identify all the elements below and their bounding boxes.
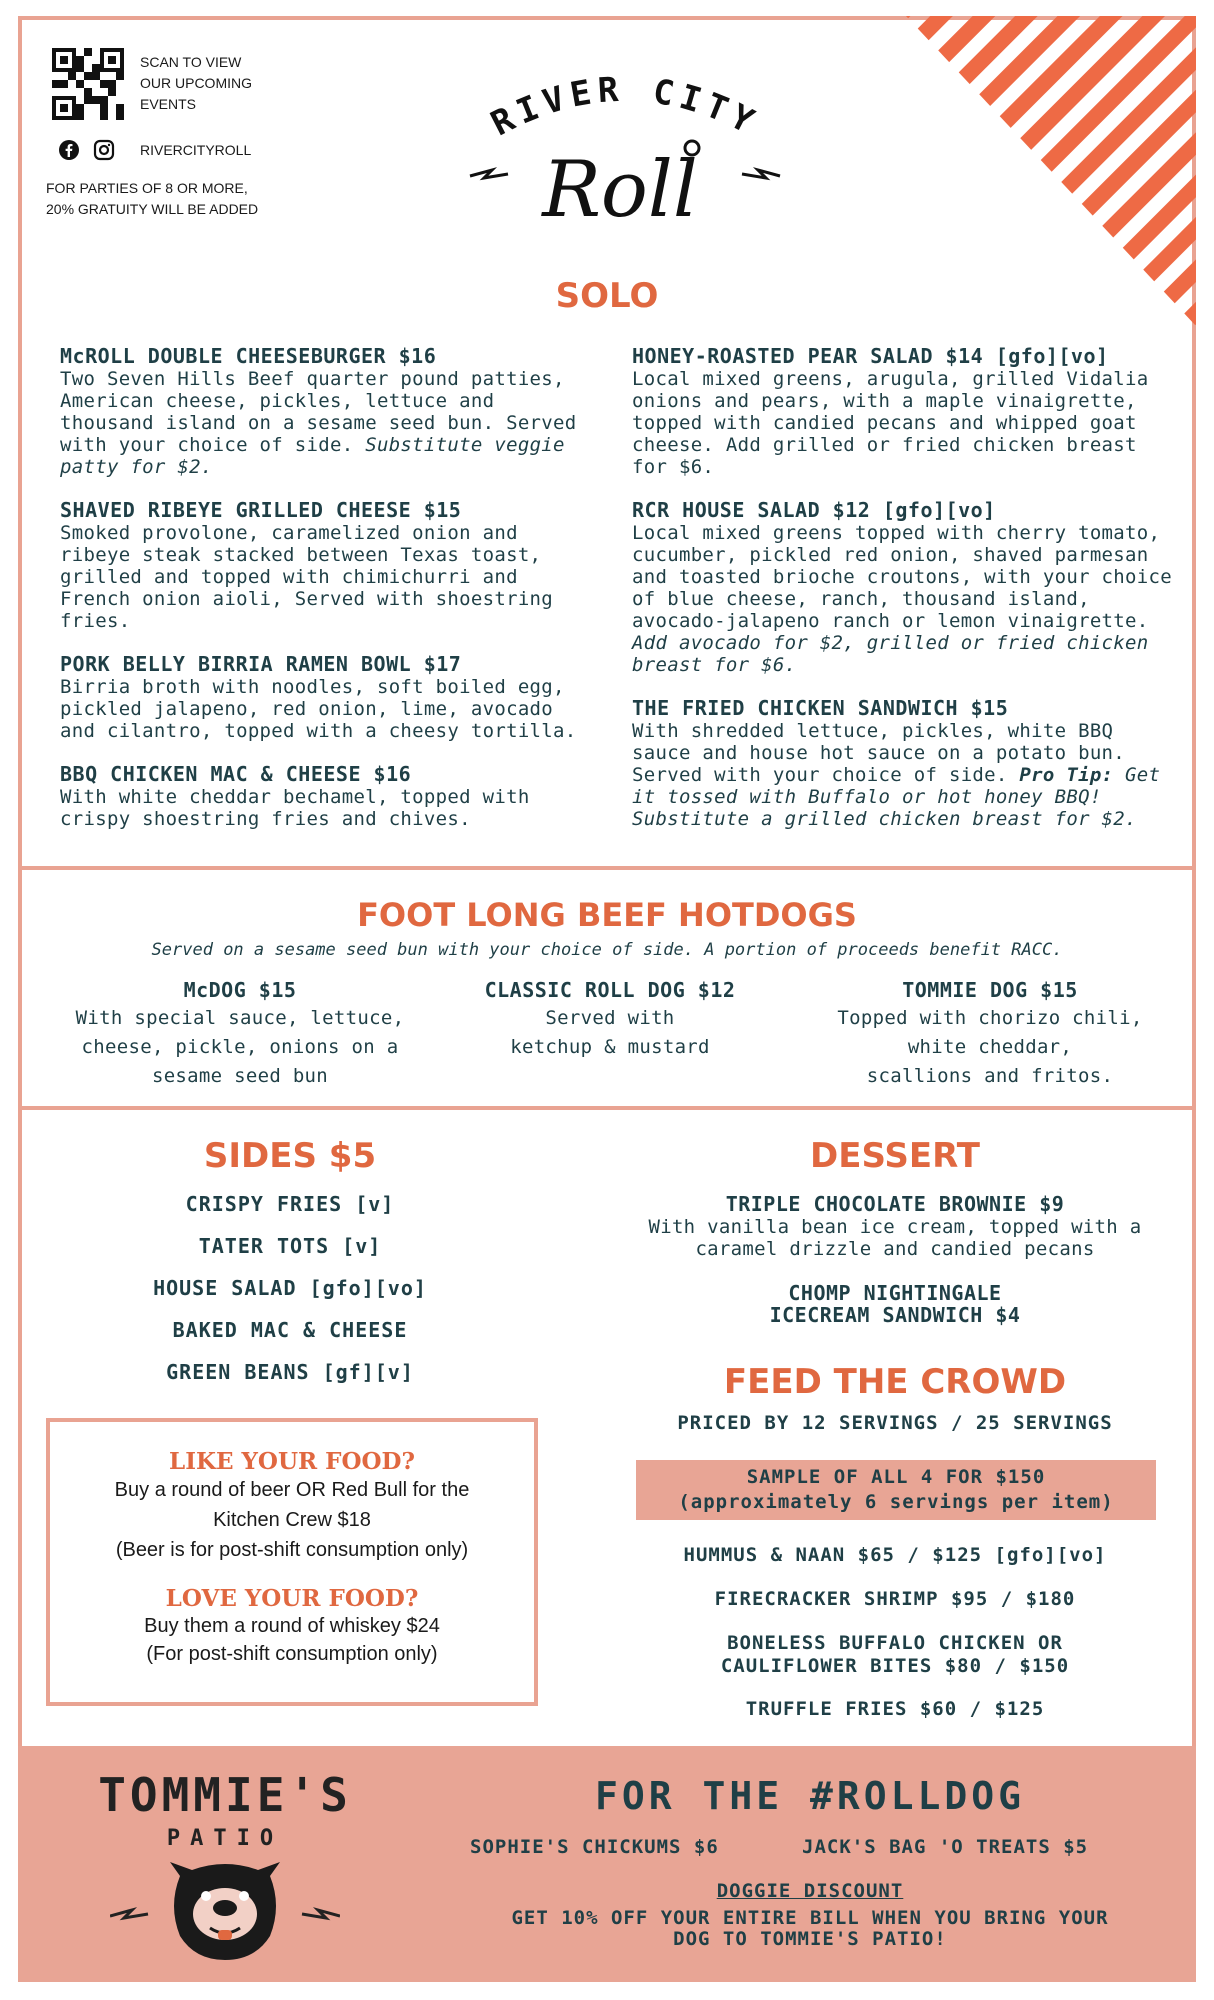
side-item: CRISPY FRIES [v] bbox=[185, 1192, 395, 1216]
item-description bbox=[632, 720, 1172, 830]
rolldog-title: FOR THE #ROLLDOG bbox=[594, 1774, 1026, 1818]
item-description bbox=[50, 1004, 430, 1091]
treats-item: JACK'S BAG 'O TREATS $5 bbox=[802, 1836, 1089, 1858]
instagram-icon[interactable] bbox=[93, 139, 115, 161]
svg-text:Roll: Roll bbox=[542, 145, 698, 235]
item-title: TRIPLE CHOCOLATE BROWNIE $9 bbox=[725, 1192, 1065, 1216]
section-divider bbox=[18, 1106, 1196, 1110]
menu-item bbox=[60, 498, 580, 632]
menu-item bbox=[632, 696, 1172, 830]
side-item: BAKED MAC & CHEESE bbox=[172, 1318, 408, 1342]
item-title: McROLL DOUBLE CHEESEBURGER $16 bbox=[60, 344, 437, 368]
desc-line: cheese, pickle, onions on a bbox=[81, 1036, 399, 1058]
love-heading: LOVE YOUR FOOD? bbox=[165, 1585, 419, 1612]
item-title: McDOG $15 bbox=[183, 978, 297, 1002]
hotdog-item bbox=[420, 978, 800, 1062]
hotdog-item bbox=[50, 978, 430, 1091]
item-title: CHOMP NIGHTINGALE bbox=[788, 1281, 1002, 1305]
doggie-discount-text bbox=[430, 1908, 1190, 1950]
dessert-item bbox=[620, 1192, 1170, 1260]
crowd-item: HUMMUS & NAAN $65 / $125 [gfo][vo] bbox=[683, 1544, 1107, 1566]
note-line: Kitchen Crew $18 bbox=[213, 1509, 371, 1531]
item-title: TOMMIE DOG $15 bbox=[902, 978, 1078, 1002]
gratuity-line: FOR PARTIES OF 8 OR MORE, bbox=[46, 180, 248, 196]
desc-line: Topped with chorizo chili, bbox=[837, 1007, 1143, 1029]
river-city-roll-logo bbox=[460, 56, 790, 246]
desc-line: ketchup & mustard bbox=[510, 1036, 710, 1058]
crowd-line: CAULIFLOWER BITES $80 / $150 bbox=[720, 1655, 1070, 1677]
solo-title: SOLO bbox=[555, 276, 659, 316]
desc-text: Local mixed greens topped with cherry tomato, cucumber, pickled red onion, shaved parmesan and toasted brioche croutons, with your choice of blue cheese, ranch, thousand island, avocado-jalapeno ranch or lemon vinaigrette. bbox=[632, 522, 1172, 632]
note-line: Buy a round of beer OR Red Bull for the bbox=[114, 1479, 470, 1501]
item-description bbox=[800, 1004, 1180, 1091]
section-divider bbox=[18, 866, 1196, 870]
svg-text:RIVER CITY: RIVER CITY bbox=[484, 69, 766, 145]
side-item: TATER TOTS [v] bbox=[198, 1234, 382, 1258]
love-text bbox=[50, 1612, 534, 1668]
discount-line: DOG TO TOMMIE'S PATIO! bbox=[673, 1928, 947, 1950]
item-description: With white cheddar bechamel, topped with crispy shoestring fries and chives. bbox=[60, 786, 530, 830]
desc-line: caramel drizzle and candied pecans bbox=[695, 1238, 1095, 1260]
menu-item bbox=[60, 652, 580, 742]
solo-left-column bbox=[60, 344, 580, 830]
item-title: HONEY-ROASTED PEAR SALAD $14 [gfo][vo] bbox=[632, 344, 1109, 368]
crowd-line: BONELESS BUFFALO CHICKEN OR bbox=[727, 1632, 1063, 1654]
sample-line: SAMPLE OF ALL 4 FOR $150 bbox=[746, 1466, 1046, 1488]
sides-title: SIDES $5 bbox=[203, 1136, 377, 1176]
item-title: ICECREAM SANDWICH $4 bbox=[769, 1303, 1021, 1327]
item-description: Smoked provolone, caramelized onion and ribeye steak stacked between Texas toast, grilled and topped with chimichurri and French onion aioli, Served with shoestring fries. bbox=[60, 522, 554, 632]
side-item: GREEN BEANS [gf][v] bbox=[166, 1360, 414, 1384]
solo-right-column bbox=[632, 344, 1172, 830]
desc-text: With shredded lettuce, pickles, white BBQ sauce and house hot sauce on a potato bun. Served with your choice of side. bbox=[632, 720, 1126, 786]
discount-line: GET 10% OFF YOUR ENTIRE BILL WHEN YOU BRING YOUR bbox=[511, 1907, 1109, 1929]
crowd-item: TRUFFLE FRIES $60 / $125 bbox=[745, 1698, 1045, 1720]
desc-line: With vanilla bean ice cream, topped with a bbox=[648, 1216, 1142, 1238]
qr-code-icon[interactable] bbox=[52, 48, 124, 120]
note-line: (Beer is for post-shift consumption only) bbox=[115, 1539, 469, 1561]
gratuity-note bbox=[46, 178, 258, 220]
item-description bbox=[620, 1216, 1170, 1260]
note-line: (For post-shift consumption only) bbox=[146, 1643, 438, 1665]
like-text bbox=[50, 1475, 534, 1565]
hotdogs-subtitle: Served on a sesame seed bun with your choice of side. A portion of proceeds benefit RACC. bbox=[151, 940, 1063, 960]
scan-line: SCAN TO VIEW bbox=[140, 54, 242, 70]
crowd-priced: PRICED BY 12 SERVINGS / 25 SERVINGS bbox=[677, 1412, 1113, 1434]
desc-line: With special sauce, lettuce, bbox=[75, 1007, 405, 1029]
crowd-item bbox=[620, 1632, 1170, 1678]
sample-banner bbox=[636, 1460, 1156, 1520]
hotdog-item bbox=[800, 978, 1180, 1091]
menu-item bbox=[632, 344, 1172, 478]
desc-line: sesame seed bun bbox=[151, 1065, 329, 1087]
sides-list bbox=[40, 1192, 540, 1402]
desc-italic: Substitute veggie patty for $2. bbox=[60, 434, 565, 478]
note-line: Buy them a round of whiskey $24 bbox=[144, 1615, 440, 1637]
crowd-title: FEED THE CROWD bbox=[723, 1362, 1067, 1402]
menu-item bbox=[632, 498, 1172, 676]
pro-tip-label: Pro Tip: bbox=[1019, 764, 1114, 786]
item-title: RCR HOUSE SALAD $12 [gfo][vo] bbox=[632, 498, 996, 522]
item-title: CLASSIC ROLL DOG $12 bbox=[484, 978, 736, 1002]
menu-item bbox=[60, 344, 580, 478]
tip-box bbox=[46, 1418, 538, 1706]
menu-item bbox=[60, 762, 580, 830]
facebook-icon[interactable] bbox=[58, 139, 80, 161]
desc-line: scallions and fritos. bbox=[866, 1065, 1114, 1087]
dessert-title: DESSERT bbox=[810, 1136, 980, 1176]
desc-text: Two Seven Hills Beef quarter pound patties, American cheese, pickles, lettuce and thousand island on a sesame seed bun. Served with your choice of side. bbox=[60, 368, 577, 456]
scan-line: EVENTS bbox=[140, 96, 197, 112]
desc-line: Served with bbox=[545, 1007, 675, 1029]
desc-italic: Add avocado for $2, grilled or fried chicken breast for $6. bbox=[632, 632, 1149, 676]
item-description: Local mixed greens, arugula, grilled Vidalia onions and pears, with a maple vinaigrette, topped with candied pecans and whipped goat cheese. Add grilled or fried chicken breast for $6. bbox=[632, 368, 1149, 478]
crowd-item: FIRECRACKER SHRIMP $95 / $180 bbox=[714, 1588, 1076, 1610]
item-description: Birria broth with noodles, soft boiled egg, pickled jalapeno, red onion, lime, avocado and cilantro, topped with a cheesy tortilla. bbox=[60, 676, 577, 742]
desc-line: white cheddar, bbox=[907, 1036, 1073, 1058]
scan-text bbox=[140, 52, 252, 115]
chickums-item: SOPHIE'S CHICKUMS $6 bbox=[470, 1836, 719, 1858]
social-handle[interactable]: RIVERCITYROLL bbox=[140, 142, 252, 158]
side-item: HOUSE SALAD [gfo][vo] bbox=[153, 1276, 427, 1300]
item-description bbox=[60, 368, 580, 478]
item-title: PORK BELLY BIRRIA RAMEN BOWL $17 bbox=[60, 652, 462, 676]
hotdogs-title: FOOT LONG BEEF HOTDOGS bbox=[357, 896, 857, 934]
item-title: THE FRIED CHICKEN SANDWICH $15 bbox=[632, 696, 1009, 720]
tommies-title: TOMMIE'S bbox=[98, 1768, 352, 1822]
sample-line: (approximately 6 servings per item) bbox=[678, 1491, 1114, 1513]
dessert-item bbox=[620, 1282, 1170, 1326]
item-description bbox=[420, 1004, 800, 1062]
item-title: SHAVED RIBEYE GRILLED CHEESE $15 bbox=[60, 498, 462, 522]
doggie-discount-title: DOGGIE DISCOUNT bbox=[716, 1880, 904, 1902]
scan-line: OUR UPCOMING bbox=[140, 75, 252, 91]
bulldog-icon bbox=[110, 1856, 340, 1966]
like-heading: LIKE YOUR FOOD? bbox=[169, 1448, 415, 1475]
desc-italic: Get it tossed with Buffalo or hot honey BBQ! Substitute a grilled chicken breast for $2. bbox=[632, 764, 1161, 830]
item-title: BBQ CHICKEN MAC & CHEESE $16 bbox=[60, 762, 412, 786]
gratuity-line: 20% GRATUITY WILL BE ADDED bbox=[46, 201, 259, 217]
patio-label: PATIO bbox=[166, 1826, 284, 1851]
item-description bbox=[632, 522, 1172, 676]
